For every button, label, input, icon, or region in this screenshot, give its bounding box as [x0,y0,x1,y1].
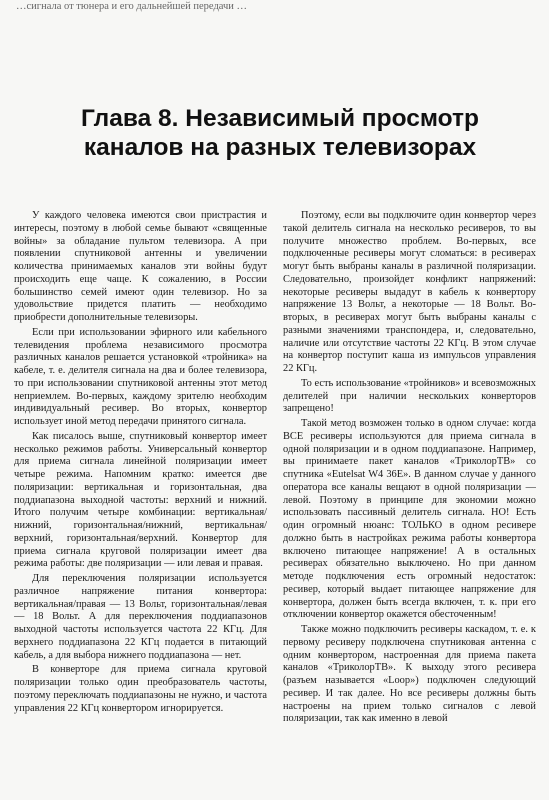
previous-page-fragment: …сигнала от тюнера и его дальнейшей передачи … [16,1,248,12]
chapter-title [40,104,520,162]
chapter-title-line-1: Глава 8. Независимый просмотр [81,105,479,132]
paragraph: То есть использование «тройников» и всевозможных делителей при наличии нескольких конверторов запрещено! [283,377,536,415]
right-column [283,210,536,798]
paragraph: В конверторе для приема сигнала круговой поляризации только один преобразователь частоты, поэтому переключать поддиапазоны не нужно, и частота управления 22 КГц конвертором игнорируется. [14,664,267,714]
paragraph: У каждого человека имеются свои пристрастия и интересы, поэтому в любой семье бывают «священные войны» за обладание пультом телевизора. А при появлении спутниковой антенны и увеличении количества принимаемых каналов эти войны будут происходить еще чаще. К сожалению, в России большинство семей имеют один телевизор. Но за удовольствие придется платить — необходимо приобрести дополнительные телевизоры. [14,210,267,323]
paragraph: Также можно подключить ресиверы каскадом, т. е. к первому ресиверу подключена спутниковая антенна с одним конвертором, настроенная для приема пакета каналов «ТриколорТВ». К выходу этого ресивера (разъем называется «Loop») подключен следующий ресивер. И так далее. Но все ресиверы должны быть настроены на прием только сигналов с левой поляризации, так как именно в левой [283,624,536,725]
paragraph: Такой метод возможен только в одном случае: когда ВСЕ ресиверы используются для приема сигнала в одной поляризации и в одном поддиапазоне. Например, вы принимаете пакет каналов «ТриколорТВ» со спутника «Eutelsat W4 36E». В данном случае у данного оператора все каналы вещают в одной поляризации — левой. Поэтому в принципе для экономии можно использовать пассивный делитель сигнала. НО! Есть один огромный нюанс: ТОЛЬКО в одном ресивере должно быть в настройках режима работы конвертора включено питающее напряжение! А в остальных ресиверах обязательно выключено. Но при данном методе подключения есть огромный недостаток: ресивер, который выдает питающее напряжение для конвертора, должен быть всегда включен, т. к. при его отключении конвертор окажется обесточенным! [283,418,536,621]
paragraph: Если при использовании эфирного или кабельного телевидения проблема независимого просмотра различных каналов решается установкой «тройника» на кабеле, т. е. делителя сигнала на два и более телевизора, то при использовании спутниковой антенны этот метод неприемлем. Во-первых, каждому зрителю необходим индивидуальный ресивер. Во вторых, конвертор использует иной метод передачи принятого сигнала. [14,326,267,427]
paragraph: Для переключения поляризации используется различное напряжение питания конвертора: вертикальная/правая — 13 Вольт, горизонтальная/левая — 18 Вольт. А для переключения поддиапазонов выходной частоты используется частота 22 КГц. Для верхнего поддиапазона 22 КГц подается в питающий кабель, а для выбора нижнего поддиапазона — нет. [14,573,267,661]
paragraph: Поэтому, если вы подключите один конвертор через такой делитель сигнала на несколько ресиверов, то вы получите множество проблем. Во-первых, все подключенные ресиверы могут сломаться: в ресиверах могут быть выбраны каналы в различной поляризации. Следовательно, произойдет конфликт напряжений: некоторые ресиверы выдадут в кабель к конвертору напряжение 13 Вольт, а некоторые — 18 Вольт. Во-вторых, в ресиверах могут быть выбраны каналы с разными значениями транспондера, и, следовательно, наличие или отсутствие частоты 22 КГц. В этом случае на конвертор поступит каша из импульсов управления 22 КГц. [283,210,536,374]
paragraph: Как писалось выше, спутниковый конвертор имеет несколько режимов работы. Универсальный конвертор для приема сигнала линейной поляризации имеет четыре режима. Напомним кратко: имеется две поляризации: вертикальная и горизонтальная, два поддиапазона выходной частоты: верхний и нижний. Итого получим четыре комбинации: вертикальная/нижний, горизонтальная/нижний, вертикальная/верхний, горизонтальная/верхний. Конвертор для приема сигнала круговой поляризации имеет два режима работы: две поляризации — или левая и правая. [14,430,267,570]
chapter-title-line-2: каналов на разных телевизорах [83,134,477,161]
left-column [14,210,267,798]
